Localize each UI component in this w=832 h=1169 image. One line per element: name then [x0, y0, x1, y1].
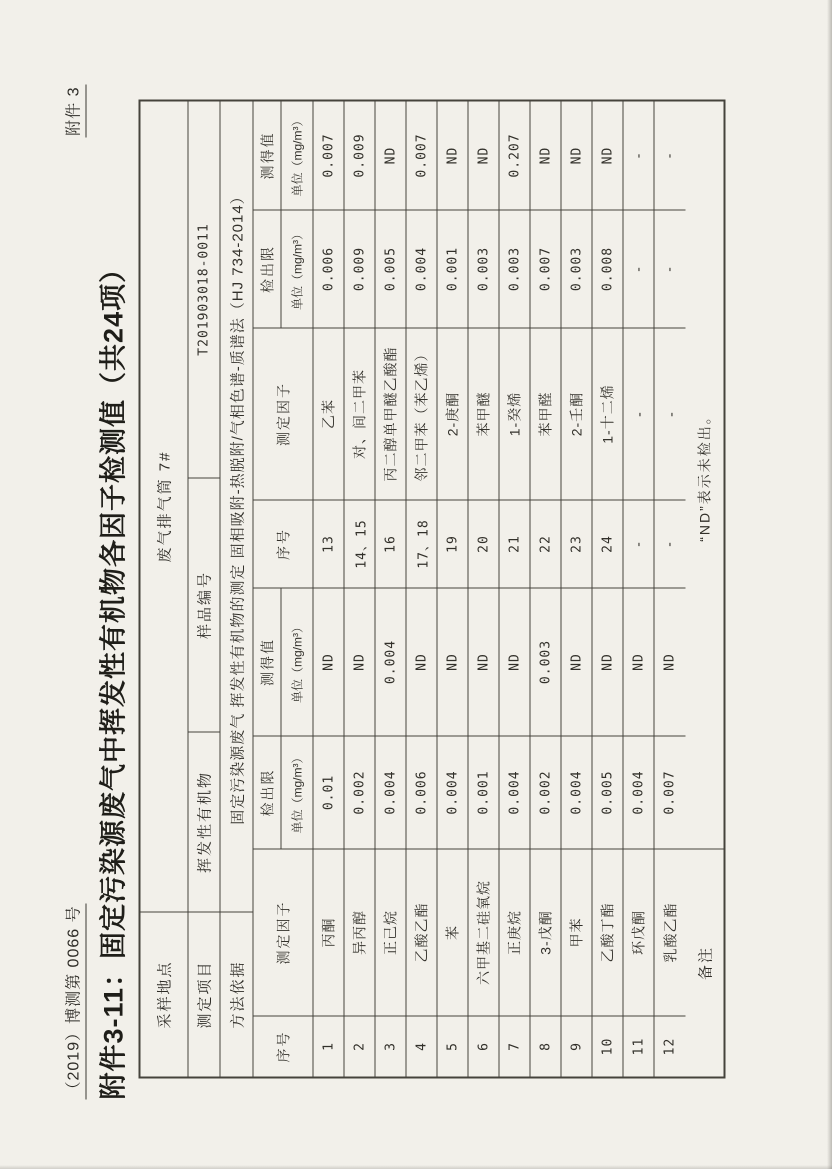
seq-cell-right: 13: [314, 500, 344, 588]
limit-cell-left: 0.004: [438, 736, 468, 849]
factor-cell-right: 邻二甲苯（苯乙烯）: [407, 328, 437, 500]
value-cell-right: ND: [569, 146, 584, 165]
header-limit-left: [254, 736, 313, 849]
seq-cell-left: 3: [376, 1016, 406, 1077]
limit-cell-left: 0.004: [376, 736, 406, 849]
value-cell-left: ND: [624, 588, 654, 736]
seq-cell-right: -: [655, 500, 686, 588]
seq-cell-left: 9: [562, 1016, 592, 1077]
header-limit-right-title: 检出限: [254, 211, 282, 328]
seq-cell-right: 19: [438, 500, 468, 588]
table-row: [500, 102, 531, 1077]
factor-cell-right: 乙苯: [314, 328, 344, 500]
seq-cell-right: 22: [531, 500, 561, 588]
table-row: [438, 102, 469, 1077]
value-cell-right: ND: [538, 146, 553, 165]
value-cell-left: ND: [562, 588, 592, 736]
value-cell-left: ND: [500, 588, 530, 736]
sampling-location-row: [141, 102, 189, 1077]
limit-cell-right: 0.003: [500, 210, 530, 328]
factor-cell-left: 甲苯: [562, 849, 592, 1016]
factor-cell-left: 正己烷: [376, 849, 406, 1016]
value-cell-left: 0.003: [531, 588, 561, 736]
limit-cell-left: 0.004: [562, 736, 592, 849]
document-header-line: [63, 85, 87, 1100]
factor-cell-left: 苯: [438, 849, 468, 1016]
factor-cell-right: 苯甲醚: [469, 328, 499, 500]
value-cell-left: ND: [314, 588, 344, 736]
header-measured-left-title: 测得值: [254, 589, 282, 736]
value-cell-left: ND: [407, 588, 437, 736]
value-cell-right: ND: [600, 146, 615, 165]
limit-cell-right: 0.006: [314, 210, 344, 328]
limit-cell-right: -: [624, 210, 654, 328]
limit-cell-left: 0.007: [655, 736, 686, 849]
limit-cell-left: 0.002: [345, 736, 375, 849]
sample-number-label: 样品编号: [189, 478, 220, 732]
factor-cell-left: 乙酸乙酯: [407, 849, 437, 1016]
header-limit-right-unit: 单位（mg/m³）: [290, 228, 305, 310]
sample-number-value: T201903018-0011: [196, 223, 212, 356]
document-number: （2019）博测第 0066 号: [61, 903, 87, 1099]
seq-cell-right: 23: [562, 500, 592, 588]
header-seq-right: 序号: [254, 500, 313, 588]
header-limit-left-title: 检出限: [254, 737, 282, 849]
value-cell-right: ND: [445, 146, 460, 165]
value-cell-right: ND: [476, 146, 491, 165]
factor-cell-right: 2-庚酮: [438, 328, 468, 500]
seq-cell-left: 2: [345, 1016, 375, 1077]
sampling-location-value: 废气排气筒 7#: [156, 450, 174, 563]
factor-cell-left: 丙酮: [314, 849, 344, 1016]
limit-cell-right: 0.003: [562, 210, 592, 328]
limit-cell-left: 0.004: [500, 736, 530, 849]
limit-cell-left: 0.002: [531, 736, 561, 849]
page-title: 附件3-11：固定污染源废气中挥发性有机物各因子检测值（共24项）: [98, 254, 129, 1100]
limit-cell-left: 0.001: [469, 736, 499, 849]
limit-cell-left: 0.005: [593, 736, 623, 849]
factor-cell-left: 异丙醇: [345, 849, 375, 1016]
table-row: [531, 102, 562, 1077]
value-cell-left: ND: [593, 588, 623, 736]
seq-cell-right: 24: [593, 500, 623, 588]
factor-cell-left: 环戊酮: [624, 849, 654, 1016]
limit-cell-right: 0.003: [469, 210, 499, 328]
table-row: [345, 102, 376, 1077]
table-row: [314, 102, 345, 1077]
scanned-page: [1, 0, 832, 1169]
seq-cell-left: 7: [500, 1016, 530, 1077]
factor-cell-left: 乳酸乙酯: [655, 849, 686, 1016]
column-header-row: [254, 102, 314, 1077]
factor-cell-right: -: [655, 328, 686, 500]
factor-cell-right: 2-壬酮: [562, 328, 592, 500]
measurement-item-label: 测定项目: [189, 912, 220, 1077]
value-cell-left: 0.004: [376, 588, 406, 736]
seq-cell-left: 5: [438, 1016, 468, 1077]
factor-cell-right: 1-十二烯: [593, 328, 623, 500]
measurement-item-row: [189, 102, 221, 1077]
header-measured-right-title: 测得值: [254, 102, 282, 210]
seq-cell-left: 11: [624, 1016, 654, 1077]
limit-cell-right: 0.001: [438, 210, 468, 328]
seq-cell-left: 12: [655, 1016, 686, 1077]
sampling-location-label: 采样地点: [141, 912, 188, 1077]
method-label: 方法依据: [221, 912, 253, 1077]
value-cell-left: ND: [655, 588, 686, 736]
factor-cell-right: 苯甲醛: [531, 328, 561, 500]
limit-cell-right: 0.009: [345, 210, 375, 328]
table-row: [562, 102, 593, 1077]
attachment-label: 附件 3: [61, 85, 87, 138]
method-value: 固定污染源废气 挥发性有机物的测定 固相吸附-热脱附/气相色谱-质谱法（HJ 734-2014）: [229, 188, 246, 825]
results-table: [139, 100, 726, 1079]
note-row: [686, 102, 724, 1077]
value-cell-right: -: [662, 151, 678, 160]
table-row: [593, 102, 624, 1077]
scan-edge-right: [827, 0, 832, 1169]
factor-cell-right: 对、间二甲苯: [345, 328, 375, 500]
seq-cell-left: 10: [593, 1016, 623, 1077]
limit-cell-right: 0.007: [531, 210, 561, 328]
limit-cell-left: 0.01: [314, 736, 344, 849]
table-row: [407, 102, 438, 1077]
value-cell-left: ND: [438, 588, 468, 736]
header-seq-left: 序号: [254, 1016, 313, 1077]
seq-cell-left: 1: [314, 1016, 344, 1077]
seq-cell-right: 17、18: [407, 500, 437, 588]
seq-cell-right: -: [624, 500, 654, 588]
value-cell-left: ND: [469, 588, 499, 736]
seq-cell-right: 16: [376, 500, 406, 588]
note-label: 备注: [686, 849, 724, 1077]
header-measured-right: [254, 102, 313, 210]
header-measured-left: [254, 588, 313, 736]
table-row: [469, 102, 500, 1077]
value-cell-right: 0.007: [414, 133, 429, 178]
limit-cell-left: 0.006: [407, 736, 437, 849]
limit-cell-right: 0.005: [376, 210, 406, 328]
factor-cell-right: 1-癸烯: [500, 328, 530, 500]
header-factor-right: 测定因子: [254, 328, 313, 500]
header-limit-left-unit: 单位（mg/m³）: [290, 751, 305, 834]
seq-cell-left: 8: [531, 1016, 561, 1077]
method-row: [221, 102, 254, 1077]
limit-cell-right: 0.004: [407, 210, 437, 328]
measurement-item-value: 挥发性有机物: [189, 732, 220, 912]
limit-cell-right: 0.008: [593, 210, 623, 328]
header-measured-left-unit: 单位（mg/m³）: [290, 621, 305, 703]
factor-cell-left: 六甲基二硅氧烷: [469, 849, 499, 1016]
value-cell-left: ND: [345, 588, 375, 736]
header-measured-right-unit: 单位（mg/m³）: [290, 114, 305, 197]
value-cell-right: -: [631, 151, 646, 160]
seq-cell-right: 20: [469, 500, 499, 588]
factor-cell-left: 正庚烷: [500, 849, 530, 1016]
value-cell-right: ND: [383, 146, 398, 165]
value-cell-right: 0.009: [352, 133, 367, 178]
factor-cell-right: 丙二醇单甲醚乙酸酯: [376, 328, 406, 500]
seq-cell-left: 4: [407, 1016, 437, 1077]
factor-cell-left: 乙酸丁酯: [593, 849, 623, 1016]
seq-cell-left: 6: [469, 1016, 499, 1077]
limit-cell-left: 0.004: [624, 736, 654, 849]
header-factor-left: 测定因子: [254, 849, 313, 1016]
table-row: [655, 102, 686, 1077]
note-text: “ND”表示未检出。: [696, 408, 713, 542]
factor-cell-left: 3-戊酮: [531, 849, 561, 1016]
table-row: [624, 102, 655, 1077]
limit-cell-right: -: [655, 210, 686, 328]
value-cell-right: 0.007: [321, 133, 336, 178]
table-row: [376, 102, 407, 1077]
header-limit-right: [254, 210, 313, 328]
scan-edge-bottom: [0, 1165, 832, 1169]
seq-cell-right: 21: [500, 500, 530, 588]
value-cell-right: 0.207: [507, 133, 522, 178]
factor-cell-right: -: [624, 328, 654, 500]
data-rows: [314, 102, 686, 1077]
seq-cell-right: 14、15: [345, 500, 375, 588]
